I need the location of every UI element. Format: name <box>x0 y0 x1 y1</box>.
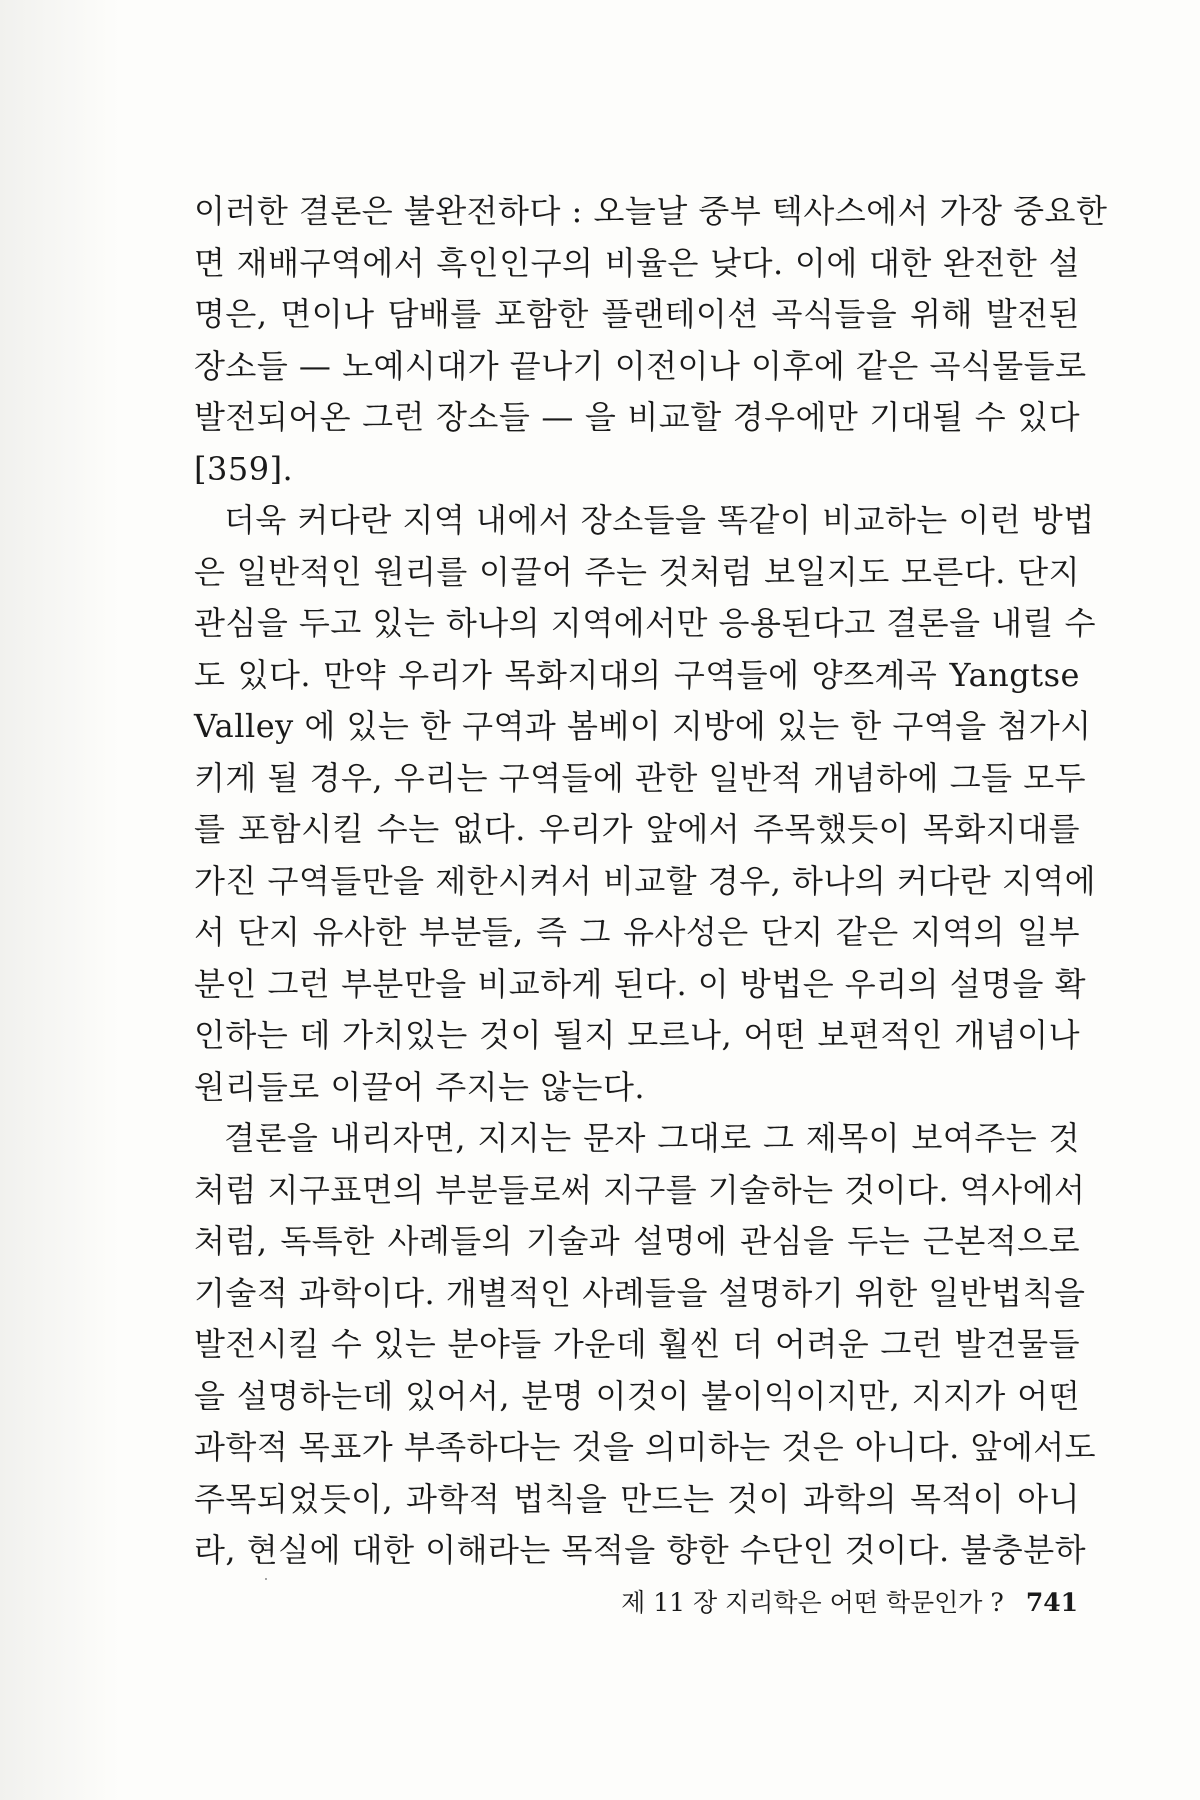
text-line: 서 단지 유사한 부분들, 즉 그 유사성은 단지 같은 지역의 일부 <box>194 913 1080 951</box>
text-line: 장소들 — 노예시대가 끝나기 이전이나 이후에 같은 곡식물들로 <box>194 346 1087 385</box>
text-line: 발전되어온 그런 장소들 — 을 비교할 경우에만 기대될 수 있다 <box>194 398 1080 436</box>
text-line: 가진 구역들만을 제한시켜서 비교할 경우, 하나의 커다란 지역에 <box>194 861 1097 900</box>
running-head: 제 11 장 지리학은 어떤 학문인가 ? <box>621 1588 1004 1617</box>
text-line: 이러한 결론은 불완전하다 : 오늘날 중부 텍사스에서 가장 중요한 <box>194 192 1108 230</box>
page-footer <box>621 1583 1078 1619</box>
paragraph-end-line: 원리들로 이끌어 주지는 않는다. <box>194 1067 646 1106</box>
text-line: 기술적 과학이다. 개별적인 사례들을 설명하기 위한 일반법칙을 <box>194 1273 1086 1312</box>
page-edge-shadow <box>0 0 120 1800</box>
text-line: 분인 그런 부분만을 비교하게 된다. 이 방법은 우리의 설명을 확 <box>194 964 1087 1003</box>
text-line: 주목되었듯이, 과학적 법칙을 만드는 것이 과학의 목적이 아니 <box>194 1479 1080 1518</box>
text-line: 라, 현실에 대한 이해라는 목적을 향한 수단인 것이다. 불충분하 <box>194 1531 1087 1569</box>
paragraph-start-line: 더욱 커다란 지역 내에서 장소들을 똑같이 비교하는 이런 방법 <box>224 501 1095 539</box>
text-line: 키게 될 경우, 우리는 구역들에 관한 일반적 개념하에 그들 모두 <box>194 758 1087 797</box>
text-line: 인하는 데 가치있는 것이 될지 모르나, 어떤 보편적인 개념이나 <box>194 1016 1080 1054</box>
text-line: 도 있다. 만약 우리가 목화지대의 구역들에 양쯔계곡 Yangtse <box>194 655 1080 694</box>
text-line: 면 재배구역에서 흑인인구의 비율은 낮다. 이에 대한 완전한 설 <box>194 243 1080 282</box>
text-line: 처럼 지구표면의 부분들로써 지구를 기술하는 것이다. 역사에서 <box>194 1170 1086 1209</box>
page-number: 741 <box>1025 1588 1078 1617</box>
text-line: 과학적 목표가 부족하다는 것을 의미하는 것은 아니다. 앞에서도 <box>194 1428 1097 1466</box>
text-line: 은 일반적인 원리를 이끌어 주는 것처럼 보일지도 모른다. 단지 <box>194 552 1080 591</box>
citation-line: [359]. <box>194 449 294 488</box>
text-line: 명은, 면이나 담배를 포함한 플랜테이션 곡식들을 위해 발전된 <box>194 295 1080 333</box>
text-line: 관심을 두고 있는 하나의 지역에서만 응용된다고 결론을 내릴 수 <box>194 604 1097 642</box>
text-line: 를 포함시킬 수는 없다. 우리가 앞에서 주목했듯이 목화지대를 <box>194 810 1080 848</box>
body-text <box>194 186 1108 1577</box>
text-line: 발전시킬 수 있는 분야들 가운데 훨씬 더 어려운 그런 발견물들 <box>194 1325 1080 1363</box>
text-line: Valley 에 있는 한 구역과 봄베이 지방에 있는 한 구역을 첨가시 <box>194 707 1092 745</box>
paragraph-start-line: 결론을 내리자면, 지지는 문자 그대로 그 제목이 보여주는 것 <box>224 1119 1080 1157</box>
print-speck <box>265 1578 267 1580</box>
text-line: 처럼, 독특한 사례들의 기술과 설명에 관심을 두는 근본적으로 <box>194 1222 1080 1260</box>
text-line: 을 설명하는데 있어서, 분명 이것이 불이익이지만, 지지가 어떤 <box>194 1376 1080 1415</box>
